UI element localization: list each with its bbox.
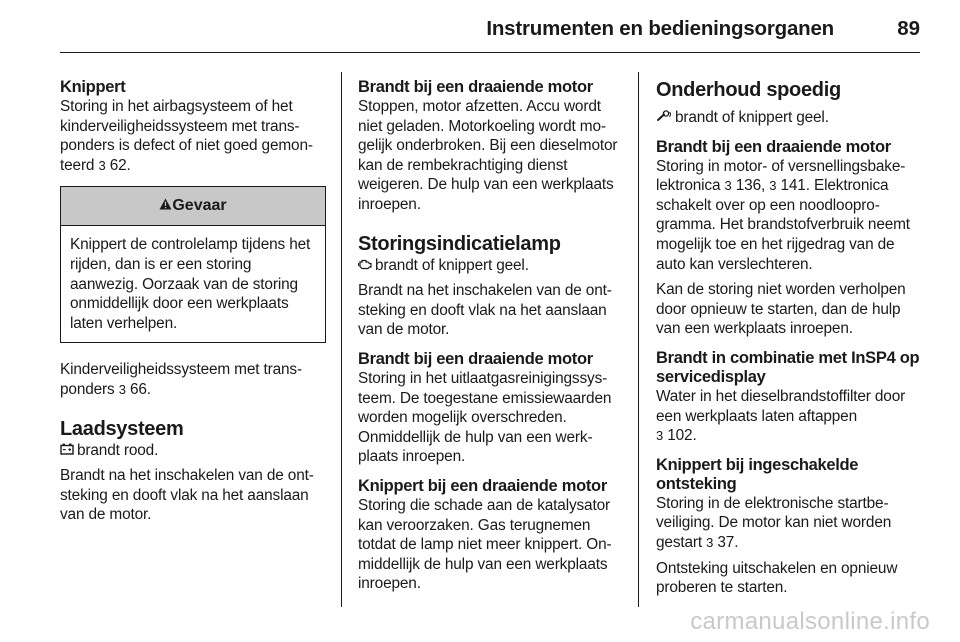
paragraph: Storing in het uitlaatgasreinigingssysteem. De toegestane emissiewaarden worden mogelijk overschreden. Onmiddellijk de hulp van een werkplaats inroepen. xyxy=(358,369,612,466)
page-number: 89 xyxy=(897,17,920,40)
paragraph: Storing in motor- of versnellingsbakelektronica 3 136, 3 141. Elektronica schakelt over op een noodlooprogramma. Het brandstofverbruik neemt mogelijk toe en het rijgedrag van de auto kan verslechteren. xyxy=(656,157,910,273)
page-ref-arrow-icon: 3 xyxy=(769,178,777,194)
battery-lamp-icon xyxy=(60,441,74,461)
engine-check-lamp-icon xyxy=(358,256,372,276)
section-heading-onderhoud: Onderhoud spoedig xyxy=(656,79,841,101)
wrench-service-icon xyxy=(656,108,672,128)
warning-title: Gevaar xyxy=(172,197,227,215)
paragraph: Kan de storing niet worden verholpen door opnieuw te starten, dan de hulp van een werkplaats inroepen. xyxy=(656,281,906,338)
column-divider xyxy=(341,72,342,607)
page-ref-arrow-icon: 3 xyxy=(706,534,714,550)
watermark: carmanualsonline.info xyxy=(690,608,930,635)
page-header xyxy=(60,0,920,53)
page-ref-arrow-icon: 3 xyxy=(98,157,106,173)
paragraph: Water in het dieselbrandstoffilter door een werkplaats laten aftappen 3 102. xyxy=(656,387,906,445)
paragraph: Storing die schade aan de katalysator kan veroorzaken. Gas terugnemen totdat de lamp niet meer knippert. Onmiddellijk de hulp van een werkplaats inroepen. xyxy=(358,496,612,593)
column-1 xyxy=(60,78,326,525)
page-ref-arrow-icon: 3 xyxy=(118,381,126,397)
page-title: Instrumenten en bedieningsorganen xyxy=(486,17,834,40)
page-ref-arrow-icon: 3 xyxy=(724,178,732,194)
paragraph: Stoppen, motor afzetten. Accu wordt niet geladen. Motorkoeling wordt mogelijk onderbroken. Bij een dieselmotor kan de rembekrachtiging dienst weigeren. De hulp van een werkplaats inroepen. xyxy=(358,98,618,213)
paragraph: Kinderveiligheidssysteem met transponders 3 66. xyxy=(60,361,303,398)
column-3 xyxy=(656,78,922,598)
paragraph: Brandt na het inschakelen van de ontsteking en dooft vlak na het aanslaan van de motor. xyxy=(60,467,314,524)
page-ref-arrow-icon: 3 xyxy=(656,428,664,444)
warning-body: Knippert de controlelamp tijdens het rijden, dan is er een storing aanwezig. Oorzaak van de storing onmiddellijk door een werkplaats laten verhelpen. xyxy=(70,236,311,332)
subheading: Knippert bij een draaiende motor xyxy=(358,476,607,495)
subheading: Brandt bij een draaiende motor xyxy=(656,137,891,156)
paragraph: Storing in het airbagsysteem of het kinderveiligheidssysteem met transponders is defect of niet goed gemonteerd 3 62. xyxy=(60,98,314,174)
heading-knippert: Knippert xyxy=(60,78,126,96)
paragraph: brandt of knippert geel. xyxy=(358,256,622,276)
column-divider xyxy=(638,72,639,607)
warning-header xyxy=(61,187,325,226)
paragraph: brandt of knippert geel. xyxy=(656,108,922,128)
warning-box xyxy=(60,186,326,343)
section-heading-storingsindicatielamp: Storingsindicatielamp xyxy=(358,232,561,255)
paragraph: Storing in de elektronische startbeveiliging. De motor kan niet worden gestart 3 37. xyxy=(656,494,892,551)
subheading: Brandt bij een draaiende motor xyxy=(358,78,593,96)
subheading: Brandt in combinatie met InSP4 op servicedisplay xyxy=(656,348,920,386)
paragraph: Brandt na het inschakelen van de ontsteking en dooft vlak na het aanslaan van de motor. xyxy=(358,282,612,339)
paragraph: Ontsteking uitschakelen en opnieuw proberen te starten. xyxy=(656,559,898,597)
column-2 xyxy=(358,78,622,594)
subheading: Knippert bij ingeschakelde ontsteking xyxy=(656,455,859,493)
warning-triangle-icon xyxy=(159,197,172,215)
paragraph: brandt rood. xyxy=(60,441,326,461)
subheading: Brandt bij een draaiende motor xyxy=(358,349,593,368)
section-heading-laadsysteem: Laadsysteem xyxy=(60,417,184,440)
